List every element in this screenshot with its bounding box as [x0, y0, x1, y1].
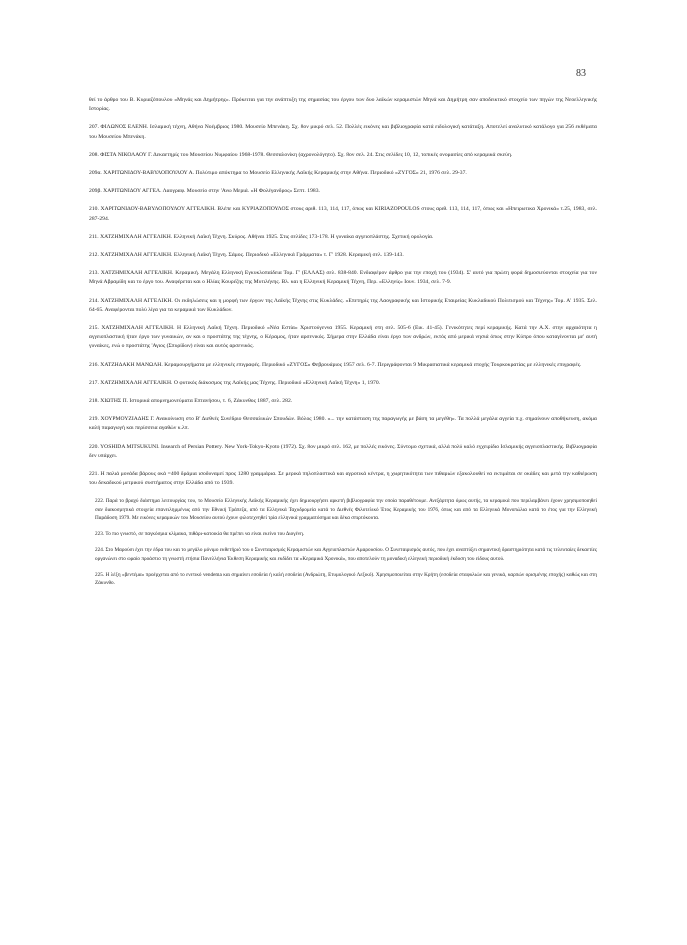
entry-221: 221. Η παλιά μονάδα βάρους οκά =400 δράμια ισοδυναμεί προς 1280 γραμμάρια. Σε μερικά πηλοπλαστικά και αγροτικά κέντρα, η χωρητικότητα των πιθαριών εξακολουθεί να εκτιμάται σε οκάδες και μετά την καθιέρωση του δεκαδικού μετρικού συστήματος στην Ελλάδα από το 1939.	[89, 471, 597, 487]
entry-213: 213. ΧΑΤΖΗΜΙΧΑΛΗ ΑΓΓΕΛΙΚΗ. Κεραμική. Μεγάλη Ελληνική Εγκυκλοπαίδεια Τομ. Γ' (ΕΛΛΑΣ) σελ. 838-840. Ενδιαφέρον άρθρο για την εποχή του (1934). Σ' αυτό για πρώτη φορά δημοσιεύονται στοιχεία για τον Μηνά Αβραμίδη και το έργο του. Αναφέρεται και ο Ηλίας Κουρέζης της Μυτιλήνης. Βλ. και η Ελληνική Κεραμική Τέχνη, Περ. «Ελληνίς» Ιουν. 1934, σελ. 7-9.	[89, 270, 597, 286]
note-225: 225. Η λέξη «βεντέμα» προέρχεται από το ενετικό vendema και σημαίνει εσοδεία ή καλή εσοδεία (Ανδριώτη, Ετυμολογικό Λεξικό). Χρησιμοποιείται στην Κρήτη (εσοδεία σταφυλιών και γενικά, καρπών ορισμένης εποχής) καθώς και στη Ζάκυνθο.	[95, 571, 597, 586]
notes-block	[89, 497, 597, 587]
entry-209b: 209β. ΧΑΡΙΤΩΝΙΔΟΥ ΑΓΓΕΛ. Λαογραφ. Μουσείο στην 'Ανω Μεριά. «Η Φολέγανδρος» Σεπτ. 1983.	[89, 188, 320, 195]
entry-218: 218. ΧΙΩΤΗΣ Π. Ιστορικά απομνημονεύματα Επτανήσου, τ. 6, Ζάκυνθος 1887, σελ. 282.	[89, 398, 293, 405]
note-224: 224. Στο Μαρούσι έχει την έδρα του και το μεγάλο μόνιμο εκθετήριό του ο Συνεταιρισμός Κεραμιστών και Αγγειοπλαστών Αμαρουσίου. Ο Συνεταιρισμός αυτός, που έχει αναπτύξει σημαντική δραστηριότητα κατά τις τελευταίες δεκαετίες οργανώνει στο ωραίο προάστιο τη γνωστή ετήσια Πανελλήνια Έκθεση Κεραμικής και εκδίδει τα «Κεραμικά Χρονικά», που αποτελούν τη μοναδική ελληνική περιοδική έκδοση του είδους αυτού.	[95, 547, 597, 562]
entry-207: 207. ΦΙΛΩΝΟΣ ΕΛΕΝΗ. Ισλαμική τέχνη, Αθήνα Νοέμβριος 1980. Μουσείο Μπενάκη. Σχ. 8ον μικρό σελ. 52. Πολλές εικόνες και βιβλιογραφία κατά ειδολογική κατάταξη. Αποτελεί αναλυτικό κατάλογο για 256 εκθέματα του Μουσείου Μπενάκη.	[89, 124, 597, 140]
note-223: 223. Το πιο γνωστό, σε παγκόσμια κλίμακα, πιθάρι-κατοικία θα πρέπει να είναι εκείνο του Διογένη.	[95, 531, 305, 538]
entry-209a: 209α. ΧΑΡΙΤΩΝΙΔΟΥ-ΒΑΒΥΛΟΠΟΥΛΟΥ Α. Πολύτιμο απόκτημα το Μουσείο Ελληνικής Λαϊκής Κεραμικής στην Αθήνα. Περιοδικό «ΖΥΓΟΣ» 21, 1976 σελ. 29-37.	[89, 170, 467, 177]
entry-216: 216. ΧΑΤΖΗΔΑΚΗ ΜΑΝΩΛΗ. Κεραμουργήματα με ελληνικές επιγραφές. Περιοδικό «ΖΥΓΟΣ» Φεβρουάριος 1957 σελ. 6-7. Περιγράφονται 9 Μικρασιατικά κεραμικά εποχής Τουρκοκρατίας με ελληνικές επιγραφές.	[89, 361, 582, 368]
page-number: 83	[576, 68, 586, 79]
entry-215: 215. ΧΑΤΖΗΜΙΧΑΛΗ ΑΓΓΕΛΙΚΗ. Η Ελληνική Λαϊκή Τέχνη. Περιοδικό «Νέα Εστία» Χριστούγεννα 1955. Κεραμική στη σελ. 505-6 (Εικ. 41-45). Γενικότητες περί κεραμικής. Κατά την Α.Χ. στην αρχαιότητα η αγγειοπλαστική ήταν έργο των γυναικών, αν και ο προστάτης της τέχνης, ο Κέραμος, ήταν αρσενικός. Σήμερα στην Ελλάδα είναι έργο των ανδρών, εκτός από μερικά νησιά όπως στην Κύπρο όπου καταγίνονται με' αυτή γυναίκες, ενώ ο προστάτης 'Αγιος (Σπυρίδων) είναι και αυτός αρσενικός.	[89, 325, 597, 350]
entry-220: 220. YOSHIDA MITSUKUNI. Insearch of Persian Pottery. New York-Tokyo-Kyoto (1972). Σχ. 8ον μικρό σελ. 162, με πολλές εικόνες. Σύντομο σχετικά, αλλά πολύ καλό εγχειρίδιο Ισλαμικής αγγειοπλαστικής. Βιβλιογραφία δεν υπάρχει.	[89, 443, 597, 459]
entry-211: 211. ΧΑΤΖΗΜΙΧΑΛΗ ΑΓΓΕΛΙΚΗ. Ελληνική Λαϊκή Τέχνη. Σκύρος. Αθήναι 1925. Στις σελίδες 173-178. Η γυναίκα αγγειοπλάστης. Σχετική ορολογία.	[89, 233, 434, 240]
entry-continuation: θεί το άρθρο του Β. Κυριαζόπουλου «Μηνάς και Δημήτρης». Πρόκειται για την ανάπτυξη της σημασίας του έργου των δυο λαϊκών κεραμιστών Μηνά και Δημήτρη σαν αποδεικτικό στοιχείο των πηγών της Νεοελληνικής Ιστορίας.	[89, 97, 597, 113]
entry-214: 214. ΧΑΤΖΗΜΙΧΑΛΗ ΑΓΓΕΛΙΚΗ. Οι εκδηλώσεις και η μορφή των έργων της Λαϊκής Τέχνης στις Κυκλάδες. «Επετηρίς της Λαογραφικής και Ιστορικής Εταιρείας Κυκλαδικού Πολιτισμού και Τέχνης» Τομ. Α' 1935. Σελ. 64-65. Αναφέρονται πολύ λίγα για τα κεραμικά των Κυκλάδων.	[89, 297, 597, 313]
entry-217: 217. ΧΑΤΖΗΜΙΧΑΛΗ ΑΓΓΕΛΙΚΗ. Ο φυτικός διάκοσμος της Λαϊκής μας Τέχνης. Περιοδικό «Ελληνική Λαϊκή Τέχνη» 1, 1970.	[89, 379, 381, 386]
note-222: 222. Παρά το βραχύ διάστημα λειτουργίας του, το Μουσείο Ελληνικής Λαϊκής Κεραμικής έχει δημιουργήσει αρκετή βιβλιογραφία την οποία παραθέτουμε. Ανεξάρτητα όμως αυτής, τα κεραμικά που περιλαμβάνει έχουν χρησιμοποιηθεί σαν διακοσμητικά στοιχεία επανειλημμένως από την Εθνική Τράπεζα, από τα Ελληνικά Ταχυδρομεία κατά το Διεθνές Φιλοτελικό Έτος Κεραμικής του 1976, όπως και από τα Ελληνικά Μονοπώλια κατά το έτος για την Ελληνική Παράδοση 1979. Με εικόνες κεραμικών του Μουσείου αυτού έχουν φιλοτεχνηθεί τρία ελληνικά γραμματόσημα και δέκα σπιρτόκουτα.	[95, 498, 597, 521]
entry-210: 210. ΧΑΡΙΤΩΝΙΔΟΥ-ΒΑΒΥΛΟΠΟΥΛΟΥ ΑΓΓΕΛΙΚΗ. Βλέπε και ΚΥΡΙΑΖΟΠΟΥΛΟΣ στους αριθ. 113, 114, 117, όπως και KIRIAZOPOULOS στους αριθ. 113, 114, 117, όπως και «Ηπειρωτικα Χρονικά» τ.25, 1983, σελ. 287-294.	[89, 206, 597, 222]
entry-208: 208. ΦΙΣΤΑ ΝΙΚΟΛΑΟΥ Γ. Δεκαετηρίς του Μουσείου Νυμφαίου 1968-1978. Θεσσαλονίκη (αχρονολόγητο). Σχ. 8ον σελ. 24. Στις σελίδες 10, 12, τοπικές ονομασίες από κεραμικά σκεύη.	[89, 151, 513, 158]
entry-212: 212. ΧΑΤΖΗΜΙΧΑΛΗ ΑΓΓΕΛΙΚΗ. Ελληνική Λαϊκή Τέχνη. Σάμος. Περιοδικό «Ελληνικά Γράμματα» τ. Γ' 1928. Κεραμική σελ. 139-143.	[89, 252, 404, 259]
bibliography-content	[89, 96, 597, 595]
entry-219: 219. ΧΟΥΡΜΟΥΖΙΑΔΗΣ Γ. Ανακοίνωση στο Β' Διεθνές Συνέδριο Θεσσαλικών Σπουδών. Βόλος 1980. «... την κατάσταση της παραγωγής με βάση τα μεγέθη». Τα πολλά μεγάλα αγγεία π.χ. σημαίνουν αποθήκευση, ακόμα καλή παραγωγή και περίσσεια αγαθών κ.λπ.	[89, 416, 597, 432]
